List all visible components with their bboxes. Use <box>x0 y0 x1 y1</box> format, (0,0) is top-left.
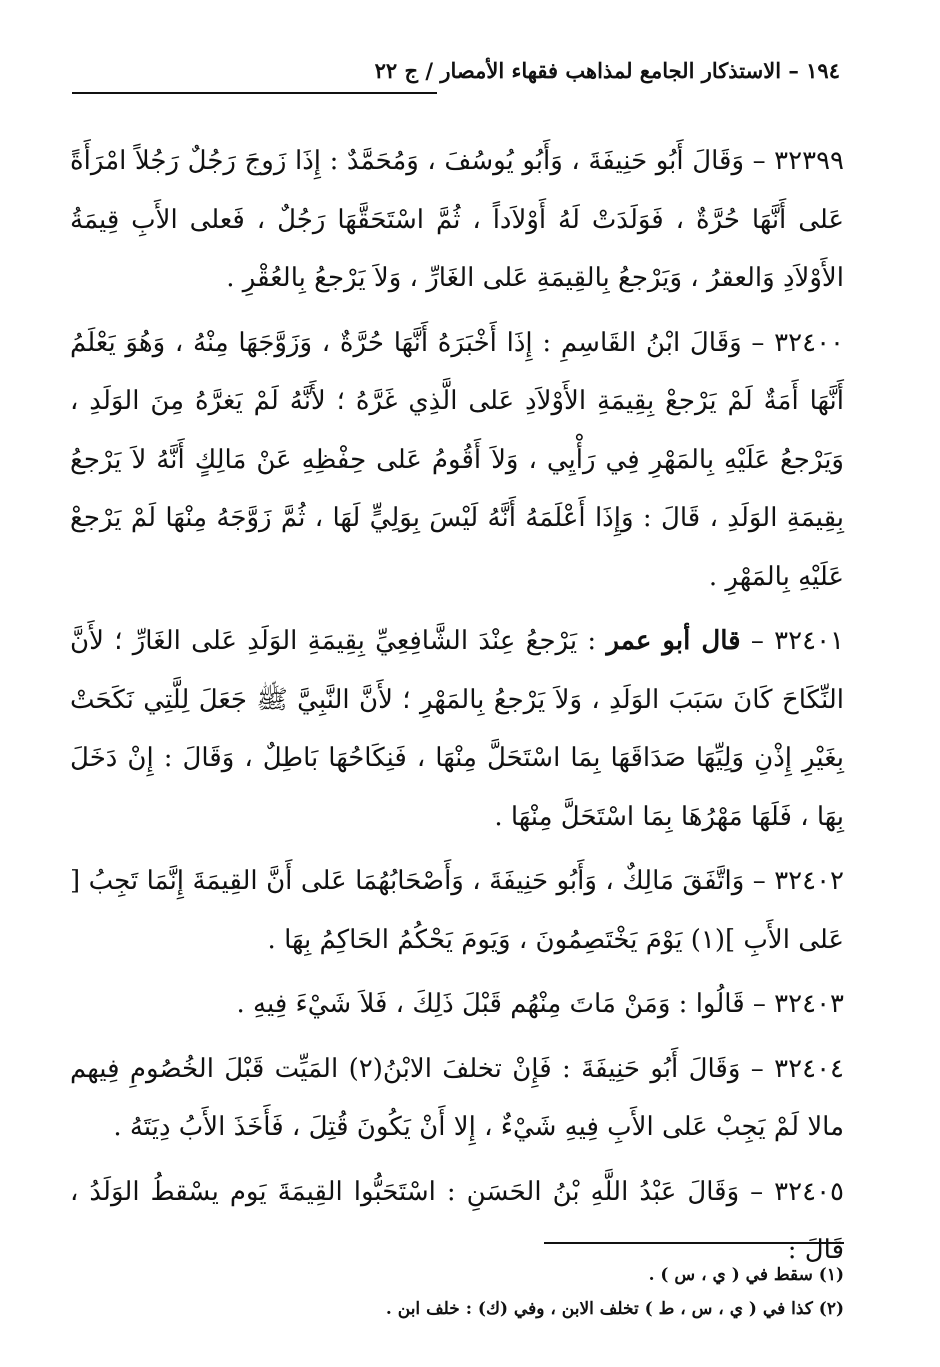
main-text <box>70 132 844 1286</box>
paragraph-32402 <box>70 852 844 969</box>
header-rule <box>72 92 437 94</box>
paragraph-text: : يَرْجعُ عِنْدَ الشَّافِعِيِّ بِقِيمَةِ الوَلَدِ عَلى الغَارِّ ؛ لأَنَّ النِّكَاحَ كَانَ سَبَبَ الوَلَدِ ، وَلاَ يَرْجعُ بِالمَهْرِ ؛ لأَنَّ النَّبِيَّ ﷺ جَعَلَ لِلَّتِي نَكَحَتْ بِغَيْرِ إِذْنِ وَلِيِّهَا صَدَاقَهَا بِمَا اسْتَحَلَّ مِنْهَا ، فَنِكَاحُهَا بَاطِلٌ ، وَقَالَ : إِنْ دَخَلَ بِهَا ، فَلَهَا مَهْرُهَا بِمَا اسْتَحَلَّ مِنْهَا . <box>70 626 844 832</box>
paragraph-32403 <box>70 975 844 1034</box>
paragraph-number: ٣٢٤٠١ <box>774 626 844 656</box>
footnote-rule <box>544 1242 844 1244</box>
paragraph-text: – وَاتَّفَقَ مَالِكٌ ، وَأَبُو حَنِيفَةَ ، وَأَصْحَابُهُمَا عَلى أَنَّ القِيمَةَ إِنَّمَا تَجِبُ [ عَلى الأَبِ ](١) يَوْمَ يَخْتَصِمُونَ ، وَيَومَ يَحْكُمُ الحَاكِمُ بِهَا . <box>70 866 844 955</box>
paragraph-text: – وَقَالَ ابْنُ القَاسِمِ : إِذَا أَخْبَرَهُ أَنَّهَا حُرَّةٌ ، وَزَوَّجَهَا مِنْهُ ، وَهُوَ يَعْلَمُ أَنَّهَا أَمَةٌ لَمْ يَرْجعْ بِقِيمَةِ الأَوْلاَدِ عَلى الَّذِي غَرَّهُ ؛ لأَنَّهُ لَمْ يَغرَّهُ مِنَ الوَلَدِ ، وَيَرْجعُ عَلَيْهِ بِالمَهْرِ فِي رَأْيِي ، وَلاَ أَقُومُ عَلى حِفْظِهِ عَنْ مَالِكٍ أَنَّهُ لاَ يَرْجعُ بِقِيمَةِ الوَلَدِ ، قَالَ : وَإِذَا أَعْلَمَهُ أَنَّهُ لَيْسَ بِوَلِيٍّ لَهَا ، ثُمَّ زَوَّجَهُ مِنْهَا لَمْ يَرْجعْ عَلَيْهِ بِالمَهْرِ . <box>70 327 844 592</box>
paragraph-32400 <box>70 314 844 607</box>
paragraph-speaker: قال أبو عمر <box>606 626 741 656</box>
running-header <box>60 58 840 83</box>
header-title: ١٩٤ – الاستذكار الجامع لمذاهب فقهاء الأمصار / ج ٢٢ <box>374 58 840 83</box>
paragraph-32399 <box>70 132 844 308</box>
footnote-1: (١) سقط في ( ي ، س ) . <box>648 1265 844 1285</box>
paragraph-text: – قَالُوا : وَمَنْ مَاتَ مِنْهُم قَبْلَ ذَلِكَ ، فَلاَ شَيْءَ فِيهِ . <box>236 989 775 1019</box>
footnotes <box>70 1258 844 1326</box>
paragraph-number: ٣٢٤٠٣ <box>774 989 844 1019</box>
footnote-2: (٢) كذا في ( ي ، س ، ط ) تخلف الابن ، وفي (ك) : خلف ابن . <box>385 1299 844 1319</box>
paragraph-number: ٣٢٤٠٤ <box>774 1053 844 1084</box>
paragraph-number: ٣٢٤٠٠ <box>774 327 844 358</box>
paragraph-32404 <box>70 1040 844 1157</box>
paragraph-text: – وَقَالَ أَبُو حَنِيفَةَ : فَإِنْ تخلفَ الابْنُ(٢) المَيِّت قَبْلَ الخُصُومِ فِيهم مالا لَمْ يَجِبْ عَلى الأَبِ فِيهِ شَيْءٌ ، إِلا أَنْ يَكُونَ قُتِلَ ، فَأَخَذَ الأَبُ دِيَتَهُ . <box>70 1053 844 1142</box>
paragraph-text: – وَقَالَ أَبُو حَنِيفَةَ ، وَأَبُو يُوسُفَ ، وَمُحَمَّدٌ : إِذَا زَوجَ رَجُلٌ رَجُلاً امْرَأَةً عَلى أَنَّهَا حُرَّةٌ ، فَوَلَدَتْ لَهُ أَوْلاَداً ، ثُمَّ اسْتَحَقَّهَا رَجُلٌ ، فَعلى الأَبِ قِيمَةُ الأَوْلاَدِ وَالعقرُ ، وَيَرْجعُ بِالقِيمَةِ عَلى الغَارِّ ، وَلاَ يَرْجعُ بِالعُقْرِ . <box>70 146 844 293</box>
paragraph-32401: ٣٢٤٠١ – قال أبو عمر : يَرْجعُ عِنْدَ الشَّافِعِيِّ بِقِيمَةِ الوَلَدِ عَلى الغَارِّ ؛ لأَنَّ النِّكَاحَ كَانَ سَبَبَ الوَلَدِ ، وَلاَ يَرْجعُ بِالمَهْرِ ؛ لأَنَّ النَّبِيَّ ﷺ جَعَلَ لِلَّتِي نَكَحَتْ بِغَيْرِ إِذْنِ وَلِيِّهَا صَدَاقَهَا بِمَا اسْتَحَلَّ مِنْهَا ، فَنِكَاحُهَا بَاطِلٌ ، وَقَالَ : إِنْ دَخَلَ بِهَا ، فَلَهَا مَهْرُهَا بِمَا اسْتَحَلَّ مِنْهَا . <box>70 626 844 832</box>
paragraph-number: ٣٢٣٩٩ <box>774 146 844 176</box>
paragraph-number: ٣٢٤٠٢ <box>774 866 845 896</box>
paragraph-number: ٣٢٤٠٥ <box>774 1176 844 1207</box>
paragraph-text: – وَقَالَ عَبْدُ اللَّهِ بْنُ الحَسَنِ : اسْتَحَبُّوا القِيمَةَ يَوم يسْقطُ الوَلَدُ ، قَالَ : <box>70 1176 844 1265</box>
